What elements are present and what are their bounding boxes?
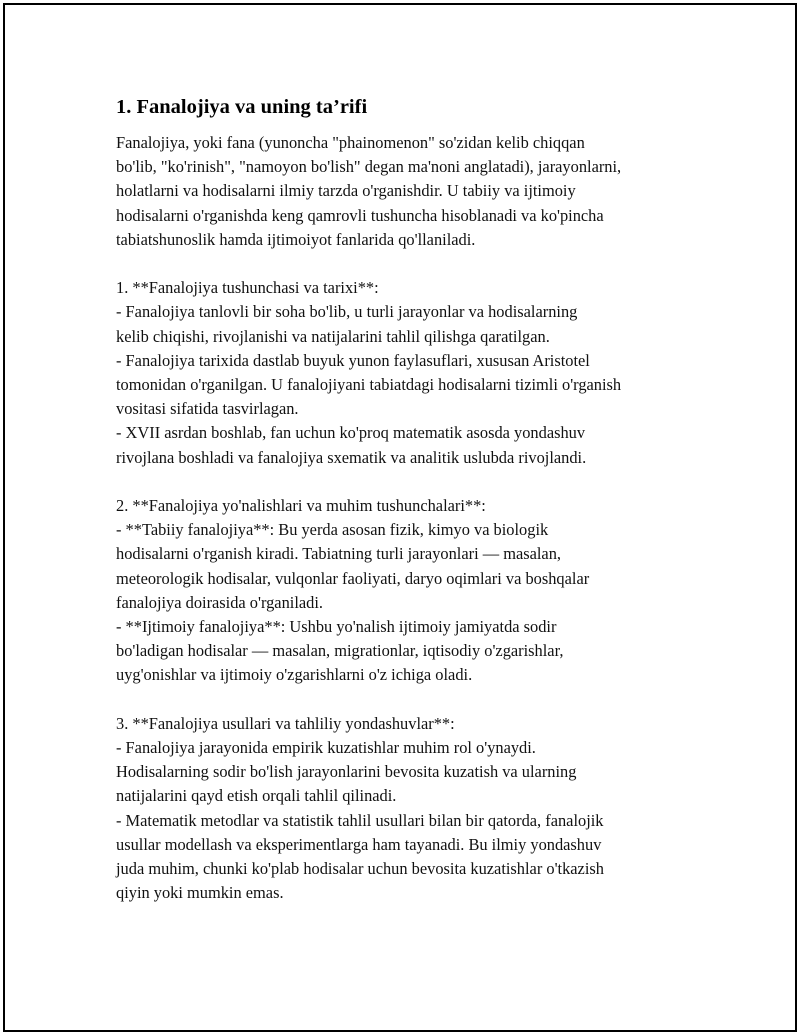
section-directions: 2. **Fanalojiya yo'nalishlari va muhim tushunchalari**: - **Tabiiy fanalojiya**: Bu yerda asosan fizik, kimyo va biologik hodisalarni o'rganish kiradi. Tabiatning turli jarayonlari — masalan, meteorologik hodisalar, vulqonlar faoliyati, daryo oqimlari va boshqalar fanalojiya doirasida o'rganiladi. - **Ijtimoiy fanalojiya**: Ushbu yo'nalish ijtimoiy jamiyatda sodir bo'ladigan hodisalar — masalan, migrationlar, iqtisodiy o'zgarishlar, uyg'onishlar va ijtimoiy o'zgarishlarni o'z ichiga oladi. bbox=[116, 496, 590, 685]
document-title: 1. Fanalojiya va uning ta’rifi bbox=[116, 96, 368, 118]
section-concept-history: 1. **Fanalojiya tushunchasi va tarixi**: - Fanalojiya tanlovli bir soha bo'lib, u turli jarayonlar va hodisalarning kelib chiqishi, rivojlanishi va natijalarini tahlil qilishga qaratilgan. - Fanalojiya tarixida dastlab buyuk yunon faylasuflari, xususan Aristotel tomonidan o'rganilgan. U fanalojiyani tabiatdagi hodisalarni tizimli o'rganish vositasi sifatida tasvirlagan. - XVII asrdan boshlab, fan uchun ko'proq matematik asosda yondashuv rivojlana boshladi va fanalojiya sxematik va analitik uslubda rivojlandi. bbox=[116, 278, 622, 467]
intro-paragraph: Fanalojiya, yoki fana (yunoncha "phainomenon" so'zidan kelib chiqqan bo'lib, "ko'rinish", "namoyon bo'lish" degan ma'noni anglatadi), jarayonlarni, holatlarni va hodisalarni ilmiy tarzda o'rganishdir. U tabiiy va ijtimoiy hodisalarni o'rganishda keng qamrovli tushuncha hisoblanadi va ko'pincha tabiatshunoslik hamda ijtimoiyot fanlarida qo'llaniladi. bbox=[116, 133, 622, 249]
section-methods: 3. **Fanalojiya usullari va tahliliy yondashuvlar**: - Fanalojiya jarayonida empirik kuzatishlar muhim rol o'ynaydi. Hodisalarning sodir bo'lish jarayonlarini bevosita kuzatish va ularning natijalarini qayd etish orqali tahlil qilinadi. - Matematik metodlar va statistik tahlil usullari bilan bir qatorda, fanalojik usullar modellash va eksperimentlarga ham tayanadi. Bu ilmiy yondashuv juda muhim, chunki ko'plab hodisalar uchun bevosita kuzatishlar o'tkazish qiyin yoki mumkin emas. bbox=[116, 713, 604, 903]
document-body bbox=[116, 94, 696, 905]
